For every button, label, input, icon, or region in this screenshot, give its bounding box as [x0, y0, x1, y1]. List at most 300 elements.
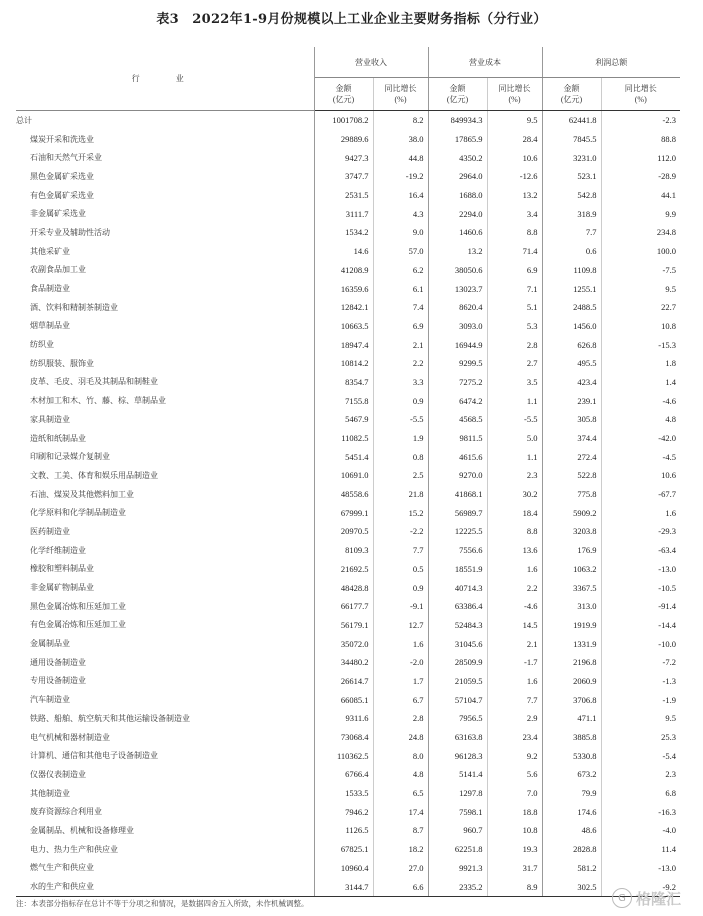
profit-amount: 0.6 — [542, 242, 601, 261]
profit-growth: -14.4 — [658, 619, 676, 630]
profit-growth: 44.1 — [661, 190, 676, 201]
row-industry-name: 通用设备制造业 — [16, 653, 314, 672]
cost-amount: 21059.5 — [428, 672, 487, 691]
row-industry-name: 印刷和记录媒介复制业 — [16, 447, 314, 466]
row-industry-name: 纺织服装、服饰业 — [16, 354, 314, 373]
profit-growth: 88.8 — [661, 134, 676, 145]
cost-amount: 5141.4 — [428, 765, 487, 784]
row-industry-name: 石油、煤炭及其他燃料加工业 — [16, 485, 314, 504]
revenue-amount: 10663.5 — [314, 317, 373, 336]
profit-growth: 2.3 — [665, 769, 676, 780]
table-title: 表3 2022年1-9月份规模以上工业企业主要财务指标（分行业） — [156, 12, 547, 27]
row-industry-name: 煤炭开采和洗选业 — [16, 130, 314, 149]
row-industry-name: 开采专业及辅助性活动 — [16, 223, 314, 242]
table-row — [16, 447, 680, 466]
revenue-growth: -2.0 — [373, 653, 428, 672]
profit-amount: 3203.8 — [542, 522, 601, 541]
revenue-amount: 48428.8 — [314, 578, 373, 597]
profit-amount: 374.4 — [542, 429, 601, 448]
profit-growth: -10.0 — [658, 638, 676, 649]
table-row — [16, 877, 680, 896]
profit-growth: -13.0 — [658, 563, 676, 574]
cost-growth: 3.5 — [487, 373, 542, 392]
table-body — [16, 111, 680, 897]
header-growth: 同比增长 (%) — [601, 78, 680, 111]
cost-growth: 3.4 — [487, 204, 542, 223]
table-row — [16, 410, 680, 429]
profit-amount: 1456.0 — [542, 317, 601, 336]
profit-amount: 523.1 — [542, 167, 601, 186]
row-industry-name: 造纸和纸制品业 — [16, 429, 314, 448]
profit-growth: -7.2 — [662, 657, 676, 668]
profit-growth: -10.5 — [658, 582, 676, 593]
row-industry-name: 医药制造业 — [16, 522, 314, 541]
cost-growth: 14.5 — [487, 616, 542, 635]
profit-amount: 522.8 — [542, 466, 601, 485]
header-profit: 利润总额 — [542, 47, 680, 78]
revenue-growth: -19.2 — [373, 167, 428, 186]
cost-growth: 18.4 — [487, 503, 542, 522]
cost-amount: 57104.7 — [428, 690, 487, 709]
cost-amount: 7598.1 — [428, 802, 487, 821]
cost-growth: 1.6 — [487, 560, 542, 579]
revenue-amount: 1534.2 — [314, 223, 373, 242]
table-row — [16, 485, 680, 504]
profit-amount: 174.6 — [542, 802, 601, 821]
revenue-amount: 12842.1 — [314, 298, 373, 317]
profit-growth: -4.5 — [662, 451, 676, 462]
table-row — [16, 391, 680, 410]
revenue-amount: 67825.1 — [314, 840, 373, 859]
cost-amount: 63163.8 — [428, 728, 487, 747]
cost-growth: 71.4 — [487, 242, 542, 261]
cost-growth: 8.8 — [487, 522, 542, 541]
profit-growth: 10.8 — [661, 320, 676, 331]
revenue-amount: 1533.5 — [314, 784, 373, 803]
cost-amount: 7556.6 — [428, 541, 487, 560]
cost-growth: 13.2 — [487, 186, 542, 205]
cost-growth: 23.4 — [487, 728, 542, 747]
table-row — [16, 728, 680, 747]
cost-amount: 2335.2 — [428, 877, 487, 896]
profit-amount: 3706.8 — [542, 690, 601, 709]
profit-amount: 7845.5 — [542, 130, 601, 149]
cost-growth: 5.0 — [487, 429, 542, 448]
profit-growth: -13.0 — [658, 862, 676, 873]
table-row — [16, 784, 680, 803]
cost-amount: 1297.8 — [428, 784, 487, 803]
cost-growth: 10.8 — [487, 821, 542, 840]
table-row — [16, 429, 680, 448]
revenue-growth: 6.6 — [373, 877, 428, 896]
profit-amount: 2828.8 — [542, 840, 601, 859]
row-industry-name: 纺织业 — [16, 335, 314, 354]
row-industry-name: 化学纤维制造业 — [16, 541, 314, 560]
revenue-amount: 18947.4 — [314, 335, 373, 354]
cost-amount: 9811.5 — [428, 429, 487, 448]
cost-amount: 6474.2 — [428, 391, 487, 410]
row-industry-name: 燃气生产和供应业 — [16, 859, 314, 878]
revenue-amount: 35072.0 — [314, 634, 373, 653]
profit-growth: -1.3 — [662, 675, 676, 686]
row-industry-name: 总计 — [16, 111, 314, 130]
profit-amount: 302.5 — [542, 877, 601, 896]
row-industry-name: 金属制品业 — [16, 634, 314, 653]
revenue-growth: 0.8 — [373, 447, 428, 466]
revenue-growth: 18.2 — [373, 840, 428, 859]
revenue-amount: 73068.4 — [314, 728, 373, 747]
revenue-growth: 21.8 — [373, 485, 428, 504]
table-row — [16, 746, 680, 765]
revenue-growth: 6.2 — [373, 261, 428, 280]
revenue-amount: 8109.3 — [314, 541, 373, 560]
profit-growth: 112.0 — [657, 152, 676, 163]
profit-growth: -4.0 — [662, 825, 676, 836]
revenue-amount: 14.6 — [314, 242, 373, 261]
cost-growth: 31.7 — [487, 859, 542, 878]
profit-amount: 1255.1 — [542, 279, 601, 298]
profit-amount: 2488.5 — [542, 298, 601, 317]
row-industry-name: 黑色金属冶炼和压延加工业 — [16, 597, 314, 616]
profit-amount: 1331.9 — [542, 634, 601, 653]
revenue-amount: 21692.5 — [314, 560, 373, 579]
cost-amount: 1688.0 — [428, 186, 487, 205]
cost-amount: 96128.3 — [428, 746, 487, 765]
profit-amount: 313.0 — [542, 597, 601, 616]
cost-amount: 31045.6 — [428, 634, 487, 653]
table-row — [16, 634, 680, 653]
profit-amount: 1109.8 — [542, 261, 601, 280]
revenue-growth: 6.5 — [373, 784, 428, 803]
cost-growth: 1.1 — [487, 447, 542, 466]
cost-growth: 7.0 — [487, 784, 542, 803]
table-row — [16, 560, 680, 579]
table-row — [16, 242, 680, 261]
revenue-amount: 3111.7 — [314, 204, 373, 223]
cost-growth: 6.9 — [487, 261, 542, 280]
profit-growth: 1.8 — [665, 358, 676, 369]
cost-growth: 2.7 — [487, 354, 542, 373]
table-row — [16, 503, 680, 522]
revenue-growth: 0.5 — [373, 560, 428, 579]
cost-growth: 9.2 — [487, 746, 542, 765]
table-row — [16, 466, 680, 485]
profit-amount: 775.8 — [542, 485, 601, 504]
row-industry-name: 专用设备制造业 — [16, 672, 314, 691]
table-row — [16, 541, 680, 560]
revenue-growth: 38.0 — [373, 130, 428, 149]
revenue-growth: -2.2 — [373, 522, 428, 541]
header-growth: 同比增长 (%) — [487, 78, 542, 111]
profit-amount: 48.6 — [542, 821, 601, 840]
profit-growth: -15.3 — [658, 339, 676, 350]
revenue-growth: -5.5 — [373, 410, 428, 429]
cost-amount: 960.7 — [428, 821, 487, 840]
table-row — [16, 148, 680, 167]
row-industry-name: 有色金属矿采选业 — [16, 186, 314, 205]
row-industry-name: 其他采矿业 — [16, 242, 314, 261]
cost-amount: 41868.1 — [428, 485, 487, 504]
profit-growth: -42.0 — [658, 433, 676, 444]
cost-amount: 18551.9 — [428, 560, 487, 579]
cost-growth: -1.7 — [487, 653, 542, 672]
profit-amount: 305.8 — [542, 410, 601, 429]
profit-growth: 1.6 — [665, 507, 676, 518]
row-industry-name: 橡胶和塑料制品业 — [16, 560, 314, 579]
revenue-amount: 7155.8 — [314, 391, 373, 410]
table-row — [16, 765, 680, 784]
table-row — [16, 653, 680, 672]
table-row — [16, 616, 680, 635]
row-industry-name: 皮革、毛皮、羽毛及其制品和制鞋业 — [16, 373, 314, 392]
cost-growth: 1.6 — [487, 672, 542, 691]
cost-growth: 2.3 — [487, 466, 542, 485]
cost-amount: 62251.8 — [428, 840, 487, 859]
table-row — [16, 859, 680, 878]
table-row — [16, 111, 680, 130]
table-row — [16, 522, 680, 541]
row-industry-name: 家具制造业 — [16, 410, 314, 429]
cost-amount: 2964.0 — [428, 167, 487, 186]
profit-growth: 9.5 — [665, 283, 676, 294]
row-industry-name: 非金属矿采选业 — [16, 204, 314, 223]
table-row — [16, 335, 680, 354]
table-row — [16, 204, 680, 223]
revenue-growth: 3.3 — [373, 373, 428, 392]
cost-growth: 2.2 — [487, 578, 542, 597]
cost-growth: 18.8 — [487, 802, 542, 821]
revenue-growth: 2.2 — [373, 354, 428, 373]
revenue-amount: 8354.7 — [314, 373, 373, 392]
revenue-amount: 10691.0 — [314, 466, 373, 485]
profit-growth: 4.8 — [665, 414, 676, 425]
table-row — [16, 709, 680, 728]
revenue-amount: 3144.7 — [314, 877, 373, 896]
table-row — [16, 298, 680, 317]
revenue-amount: 5451.4 — [314, 447, 373, 466]
cost-amount: 2294.0 — [428, 204, 487, 223]
revenue-amount: 26614.7 — [314, 672, 373, 691]
cost-growth: -4.6 — [487, 597, 542, 616]
revenue-amount: 34480.2 — [314, 653, 373, 672]
revenue-growth: 7.7 — [373, 541, 428, 560]
cost-growth: 1.1 — [487, 391, 542, 410]
revenue-growth: 6.7 — [373, 690, 428, 709]
cost-growth: 5.3 — [487, 317, 542, 336]
profit-amount: 581.2 — [542, 859, 601, 878]
profit-amount: 2060.9 — [542, 672, 601, 691]
profit-growth: 25.3 — [661, 732, 676, 743]
revenue-amount: 10814.2 — [314, 354, 373, 373]
watermark-logo-icon: G — [612, 888, 632, 908]
revenue-growth: 6.9 — [373, 317, 428, 336]
table-row — [16, 130, 680, 149]
profit-growth: 22.7 — [661, 302, 676, 313]
profit-growth: -63.4 — [658, 545, 676, 556]
table-row — [16, 840, 680, 859]
cost-amount: 3093.0 — [428, 317, 487, 336]
table-row — [16, 317, 680, 336]
table-row — [16, 279, 680, 298]
profit-amount: 3231.0 — [542, 148, 601, 167]
cost-growth: -12.6 — [487, 167, 542, 186]
revenue-growth: 9.0 — [373, 223, 428, 242]
cost-growth: 7.7 — [487, 690, 542, 709]
cost-amount: 9299.5 — [428, 354, 487, 373]
cost-growth: 19.3 — [487, 840, 542, 859]
revenue-growth: 24.8 — [373, 728, 428, 747]
cost-growth: 5.1 — [487, 298, 542, 317]
revenue-amount: 16359.6 — [314, 279, 373, 298]
table-row — [16, 690, 680, 709]
profit-growth: -1.9 — [662, 694, 676, 705]
table-row — [16, 167, 680, 186]
cost-amount: 28509.9 — [428, 653, 487, 672]
revenue-growth: 2.8 — [373, 709, 428, 728]
table-row — [16, 223, 680, 242]
revenue-growth: 4.3 — [373, 204, 428, 223]
profit-amount: 272.4 — [542, 447, 601, 466]
revenue-amount: 66177.7 — [314, 597, 373, 616]
cost-amount: 13023.7 — [428, 279, 487, 298]
footnote: 注：本表部分指标存在总计不等于分项之和情况，是数据四舍五入所致，未作机械调整。 — [16, 899, 309, 908]
revenue-amount: 67999.1 — [314, 503, 373, 522]
watermark — [612, 884, 698, 912]
revenue-growth: 8.0 — [373, 746, 428, 765]
profit-amount: 673.2 — [542, 765, 601, 784]
cost-growth: 7.1 — [487, 279, 542, 298]
revenue-growth: 15.2 — [373, 503, 428, 522]
cost-amount: 13.2 — [428, 242, 487, 261]
profit-amount: 495.5 — [542, 354, 601, 373]
profit-amount: 542.8 — [542, 186, 601, 205]
table-row — [16, 354, 680, 373]
revenue-growth: 12.7 — [373, 616, 428, 635]
profit-amount: 471.1 — [542, 709, 601, 728]
cost-growth: 10.6 — [487, 148, 542, 167]
cost-amount: 4568.5 — [428, 410, 487, 429]
cost-amount: 38050.6 — [428, 261, 487, 280]
table-row — [16, 373, 680, 392]
profit-growth: 9.5 — [665, 713, 676, 724]
profit-growth: -4.6 — [662, 395, 676, 406]
revenue-amount: 7946.2 — [314, 802, 373, 821]
table-row — [16, 672, 680, 691]
profit-amount: 3885.8 — [542, 728, 601, 747]
row-industry-name: 水的生产和供应业 — [16, 877, 314, 896]
cost-amount: 9270.0 — [428, 466, 487, 485]
revenue-growth: 8.2 — [373, 111, 428, 130]
row-industry-name: 农副食品加工业 — [16, 261, 314, 280]
row-industry-name: 黑色金属矿采选业 — [16, 167, 314, 186]
table-row — [16, 261, 680, 280]
revenue-growth: 4.8 — [373, 765, 428, 784]
revenue-amount: 10960.4 — [314, 859, 373, 878]
revenue-growth: 7.4 — [373, 298, 428, 317]
table-row — [16, 802, 680, 821]
revenue-growth: 0.9 — [373, 391, 428, 410]
cost-amount: 9921.3 — [428, 859, 487, 878]
financial-indicators-table — [16, 47, 680, 897]
row-industry-name: 食品制造业 — [16, 279, 314, 298]
profit-amount: 62441.8 — [542, 111, 601, 130]
revenue-growth: 6.1 — [373, 279, 428, 298]
profit-growth: 100.0 — [656, 246, 676, 257]
header-industry: 行 业 — [16, 47, 314, 111]
row-industry-name: 汽车制造业 — [16, 690, 314, 709]
profit-growth: 6.8 — [665, 788, 676, 799]
cost-amount: 1460.6 — [428, 223, 487, 242]
revenue-amount: 20970.5 — [314, 522, 373, 541]
profit-amount: 176.9 — [542, 541, 601, 560]
table-row — [16, 578, 680, 597]
profit-amount: 3367.5 — [542, 578, 601, 597]
cost-growth: -5.5 — [487, 410, 542, 429]
row-industry-name: 有色金属冶炼和压延加工业 — [16, 616, 314, 635]
cost-amount: 8620.4 — [428, 298, 487, 317]
revenue-growth: 16.4 — [373, 186, 428, 205]
row-industry-name: 废弃资源综合利用业 — [16, 802, 314, 821]
cost-growth: 5.6 — [487, 765, 542, 784]
profit-growth: 10.6 — [661, 470, 676, 481]
cost-amount: 4350.2 — [428, 148, 487, 167]
cost-growth: 8.8 — [487, 223, 542, 242]
profit-amount: 5909.2 — [542, 503, 601, 522]
revenue-growth: 1.9 — [373, 429, 428, 448]
row-industry-name: 电力、热力生产和供应业 — [16, 840, 314, 859]
revenue-growth: 2.1 — [373, 335, 428, 354]
profit-amount: 79.9 — [542, 784, 601, 803]
profit-growth: -9.2 — [601, 877, 680, 896]
profit-growth: -5.4 — [662, 750, 676, 761]
cost-amount: 17865.9 — [428, 130, 487, 149]
header-growth: 同比增长 (%) — [373, 78, 428, 111]
revenue-growth: 27.0 — [373, 859, 428, 878]
row-industry-name: 其他制造业 — [16, 784, 314, 803]
cost-amount: 7956.5 — [428, 709, 487, 728]
revenue-amount: 56179.1 — [314, 616, 373, 635]
header-cost: 营业成本 — [428, 47, 542, 78]
profit-amount: 318.9 — [542, 204, 601, 223]
revenue-growth: 8.7 — [373, 821, 428, 840]
profit-amount: 7.7 — [542, 223, 601, 242]
watermark-text: 格隆汇 — [636, 889, 682, 908]
table-row — [16, 597, 680, 616]
profit-growth: 1.4 — [665, 376, 676, 387]
revenue-growth: 0.9 — [373, 578, 428, 597]
table-row — [16, 821, 680, 840]
revenue-amount: 41208.9 — [314, 261, 373, 280]
revenue-growth: -9.1 — [373, 597, 428, 616]
revenue-amount: 2531.5 — [314, 186, 373, 205]
cost-amount: 40714.3 — [428, 578, 487, 597]
header-amount: 金额 (亿元) — [542, 78, 601, 111]
table-row — [16, 186, 680, 205]
revenue-amount: 110362.5 — [314, 746, 373, 765]
row-industry-name: 计算机、通信和其他电子设备制造业 — [16, 746, 314, 765]
row-industry-name: 木材加工和木、竹、藤、棕、草制品业 — [16, 391, 314, 410]
cost-growth: 8.9 — [487, 877, 542, 896]
revenue-amount: 6766.4 — [314, 765, 373, 784]
cost-growth: 2.1 — [487, 634, 542, 653]
cost-amount: 56989.7 — [428, 503, 487, 522]
profit-growth: -28.9 — [658, 171, 676, 182]
revenue-amount: 66085.1 — [314, 690, 373, 709]
profit-amount: 2196.8 — [542, 653, 601, 672]
profit-amount: 5330.8 — [542, 746, 601, 765]
profit-amount: 1919.9 — [542, 616, 601, 635]
profit-growth: -67.7 — [658, 489, 676, 500]
